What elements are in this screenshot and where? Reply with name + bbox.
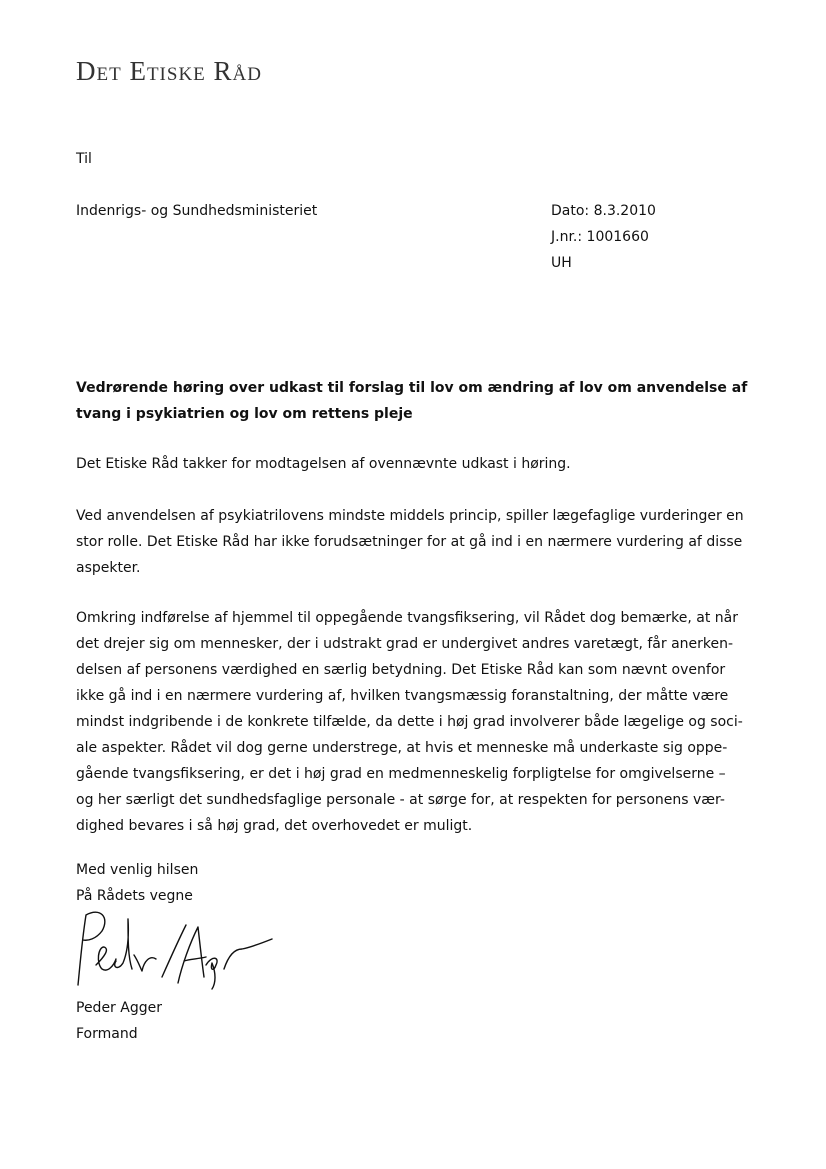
on-behalf: På Rådets vegne <box>76 888 193 904</box>
paragraph-line: ikke gå ind i en nærmere vurdering af, hvilken tvangsmæssig foranstaltning, der måtte være <box>76 688 729 704</box>
paragraph-line: mindst indgribende i de konkrete tilfælde, da dette i høj grad involverer både lægelige og soci- <box>76 714 743 730</box>
paragraph-line: gående tvangsfiksering, er det i høj grad en medmenneskelig forpligtelse for omgivelserne – <box>76 766 726 782</box>
paragraph-line: ale aspekter. Rådet vil dog gerne understrege, at hvis et menneske må underkaste sig oppe- <box>76 740 728 756</box>
journal-number: J.nr.: 1001660 <box>551 229 649 245</box>
paragraph-line: stor rolle. Det Etiske Råd har ikke forudsætninger for at gå ind i en nærmere vurdering af disse <box>76 534 743 550</box>
signer <box>76 995 162 1047</box>
handwritten-signature <box>66 905 276 990</box>
date: Dato: 8.3.2010 <box>551 203 656 219</box>
letterhead-logo: Det Etiske Råd <box>76 56 262 86</box>
letter-meta <box>551 198 656 276</box>
paragraph-line: aspekter. <box>76 560 141 576</box>
recipient: Indenrigs- og Sundhedsministeriet <box>76 203 318 219</box>
paragraph-line: Det Etiske Råd takker for modtagelsen af ovennævnte udkast i høring. <box>76 456 571 472</box>
paragraph-line: dighed bevares i så høj grad, det overhovedet er muligt. <box>76 818 473 834</box>
paragraph-line: delsen af personens værdighed en særlig betydning. Det Etiske Råd kan som nævnt ovenfor <box>76 662 726 678</box>
greeting: Med venlig hilsen <box>76 862 199 878</box>
initials: UH <box>551 255 572 271</box>
to-label: Til <box>76 151 92 167</box>
closing <box>76 857 198 909</box>
subject-heading <box>76 375 766 427</box>
paragraph-1 <box>76 451 766 477</box>
paragraph-line: og her særligt det sundhedsfaglige personale - at sørge for, at respekten for personens vær- <box>76 792 725 808</box>
paragraph-3 <box>76 605 766 839</box>
paragraph-2 <box>76 503 766 581</box>
signer-title: Formand <box>76 1026 138 1042</box>
subject-line: tvang i psykiatrien og lov om rettens pleje <box>76 406 413 422</box>
paragraph-line: Ved anvendelsen af psykiatrilovens mindste middels princip, spiller lægefaglige vurderinger en <box>76 508 744 524</box>
paragraph-line: Omkring indførelse af hjemmel til oppegående tvangsfiksering, vil Rådet dog bemærke, at når <box>76 610 738 626</box>
subject-line: Vedrørende høring over udkast til forslag til lov om ændring af lov om anvendelse af <box>76 380 748 396</box>
paragraph-line: det drejer sig om mennesker, der i udstrakt grad er undergivet andres varetægt, får anerken- <box>76 636 734 652</box>
signer-name: Peder Agger <box>76 1000 162 1016</box>
